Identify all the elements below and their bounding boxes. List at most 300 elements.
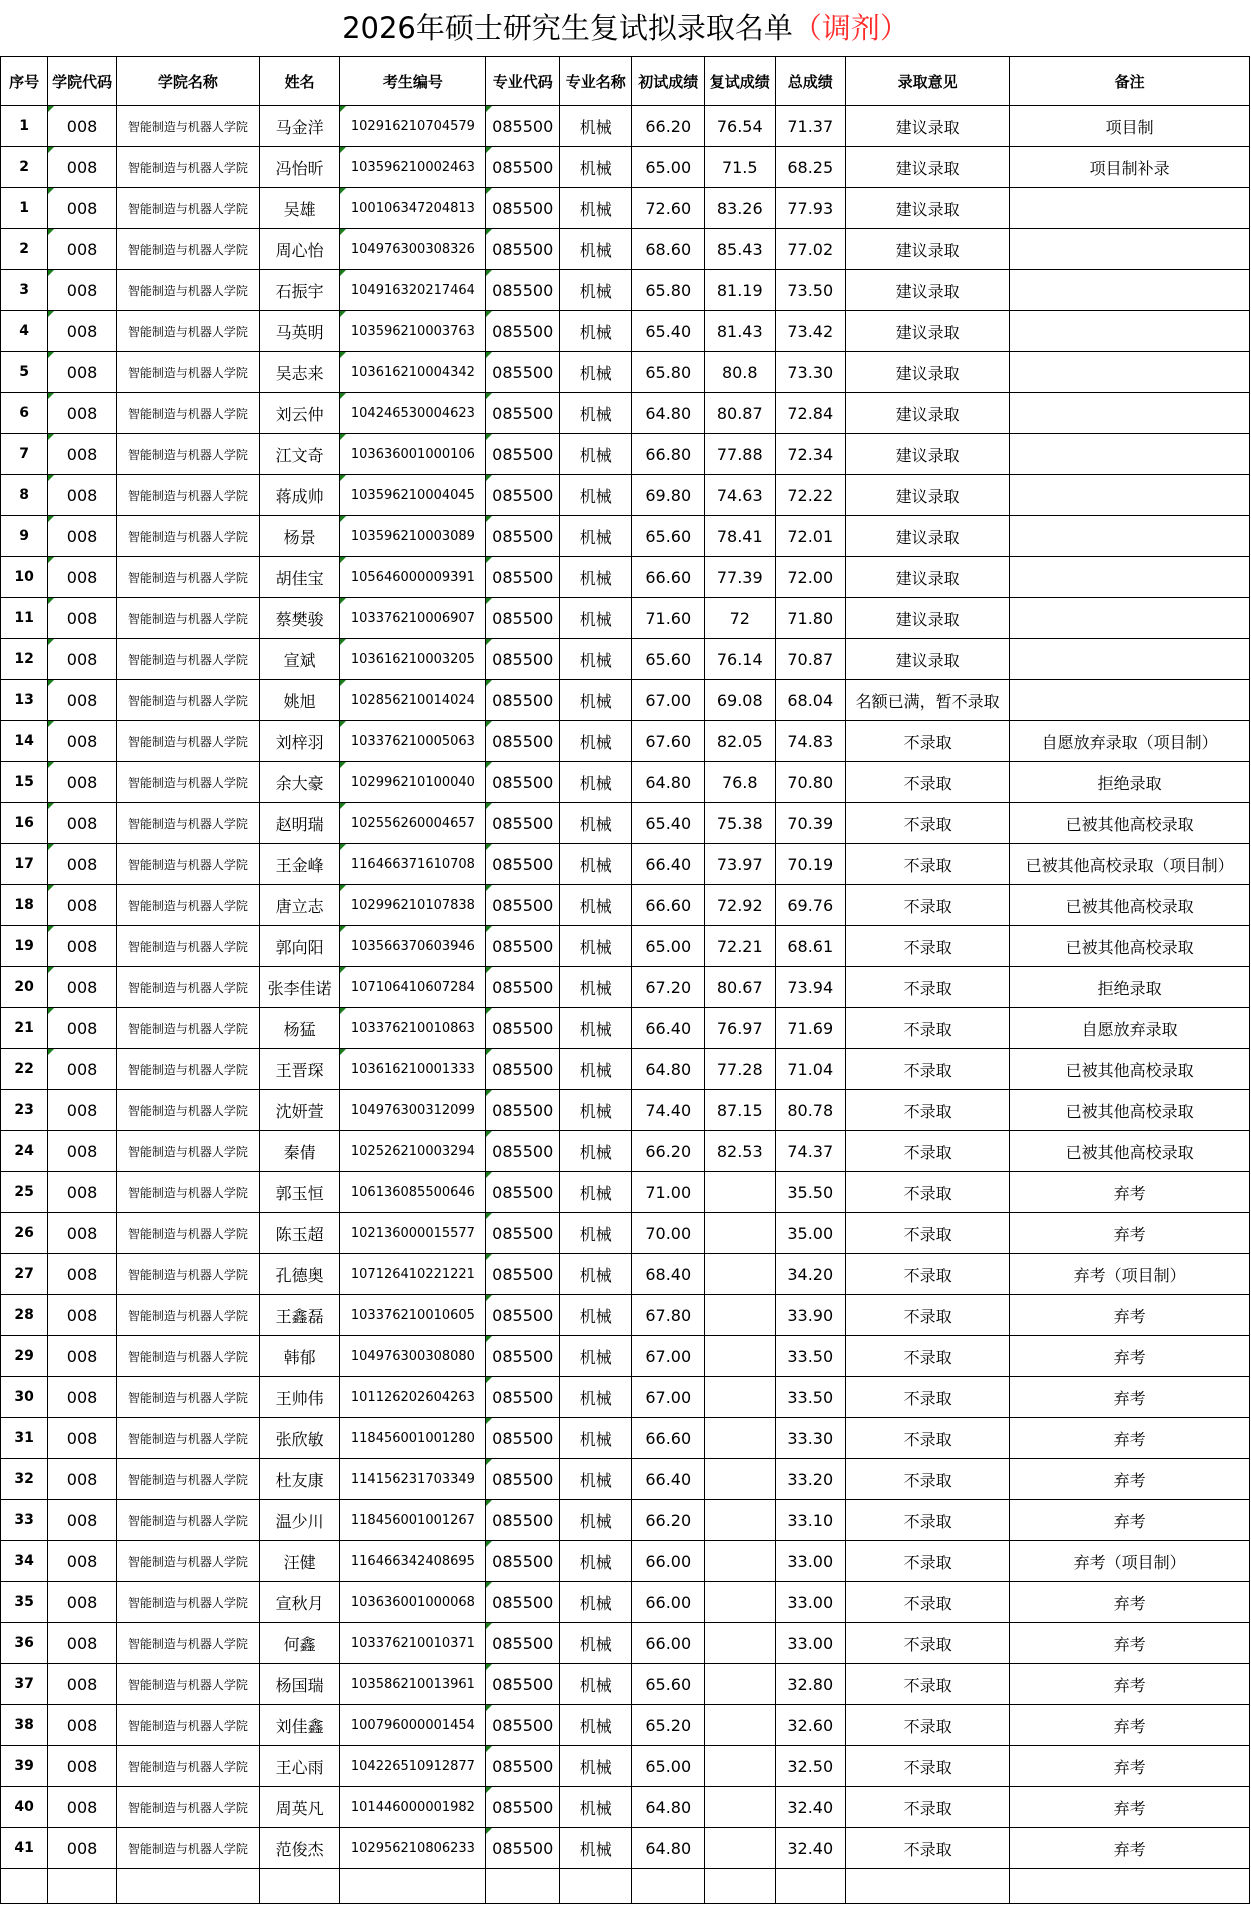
cell-retest-score: 72 xyxy=(705,598,776,639)
cell-decision: 不录取 xyxy=(846,885,1010,926)
cell-exam-id: 103616210001333 xyxy=(340,1049,486,1090)
cell-total-score: 33.30 xyxy=(775,1418,846,1459)
cell-decision: 不录取 xyxy=(846,967,1010,1008)
cell-retest-score: 71.5 xyxy=(705,147,776,188)
cell-major-code: 085500 xyxy=(486,1582,560,1623)
table-row xyxy=(1,434,1250,475)
cell-school-code: 008 xyxy=(48,1746,116,1787)
cell-exam-id: 102956210806233 xyxy=(340,1828,486,1869)
cell-name: 胡佳宝 xyxy=(259,557,340,598)
cell-seq: 20 xyxy=(1,967,48,1008)
table-row xyxy=(1,516,1250,557)
cell-retest-score: 77.88 xyxy=(705,434,776,475)
cell-decision: 不录取 xyxy=(846,1459,1010,1500)
cell-retest-score xyxy=(705,1336,776,1377)
cell-decision: 不录取 xyxy=(846,1377,1010,1418)
cell-major-name: 机械 xyxy=(559,1295,632,1336)
cell-remark xyxy=(1010,557,1250,598)
cell-total-score: 32.50 xyxy=(775,1746,846,1787)
cell-total-score: 72.22 xyxy=(775,475,846,516)
cell-school-name: 智能制造与机器人学院 xyxy=(116,1828,259,1869)
cell-initial-score: 66.40 xyxy=(632,844,705,885)
cell-name: 沈妍萱 xyxy=(259,1090,340,1131)
header-cell: 备注 xyxy=(1010,57,1250,106)
cell-exam-id: 118456001001280 xyxy=(340,1418,486,1459)
cell-school-name: 智能制造与机器人学院 xyxy=(116,1705,259,1746)
cell-remark: 弃考 xyxy=(1010,1295,1250,1336)
table-row xyxy=(1,803,1250,844)
cell-seq: 22 xyxy=(1,1049,48,1090)
cell-decision: 不录取 xyxy=(846,1828,1010,1869)
cell-school-code: 008 xyxy=(48,1172,116,1213)
table-row xyxy=(1,1295,1250,1336)
table-row xyxy=(1,1582,1250,1623)
cell-major-code: 085500 xyxy=(486,1336,560,1377)
cell-major-name: 机械 xyxy=(559,1787,632,1828)
cell-decision: 建议录取 xyxy=(846,393,1010,434)
cell-retest-score: 76.97 xyxy=(705,1008,776,1049)
cell-decision: 不录取 xyxy=(846,1500,1010,1541)
cell-school-name: 智能制造与机器人学院 xyxy=(116,352,259,393)
cell-name: 马英明 xyxy=(259,311,340,352)
cell-school-code: 008 xyxy=(48,1049,116,1090)
cell-total-score: 74.37 xyxy=(775,1131,846,1172)
cell-school-name: 智能制造与机器人学院 xyxy=(116,557,259,598)
table-row xyxy=(1,1131,1250,1172)
cell-seq: 30 xyxy=(1,1377,48,1418)
cell-remark: 已被其他高校录取（项目制） xyxy=(1010,844,1250,885)
cell-decision: 建议录取 xyxy=(846,598,1010,639)
table-row xyxy=(1,1541,1250,1582)
cell-school-code: 008 xyxy=(48,680,116,721)
cell-major-code: 085500 xyxy=(486,1008,560,1049)
cell-total-score: 72.00 xyxy=(775,557,846,598)
cell-initial-score: 66.40 xyxy=(632,1008,705,1049)
cell-retest-score: 72.21 xyxy=(705,926,776,967)
cell-total-score: 70.39 xyxy=(775,803,846,844)
cell-school-code: 008 xyxy=(48,1254,116,1295)
cell-total-score: 70.19 xyxy=(775,844,846,885)
cell-initial-score: 65.00 xyxy=(632,147,705,188)
cell-total-score: 68.04 xyxy=(775,680,846,721)
cell-name: 刘梓羽 xyxy=(259,721,340,762)
cell-total-score: 80.78 xyxy=(775,1090,846,1131)
cell-name: 周心怡 xyxy=(259,229,340,270)
cell-decision: 建议录取 xyxy=(846,229,1010,270)
cell-decision: 不录取 xyxy=(846,1418,1010,1459)
cell-school-code: 008 xyxy=(48,1828,116,1869)
cell-major-code: 085500 xyxy=(486,762,560,803)
cell-seq: 2 xyxy=(1,147,48,188)
cell-decision: 不录取 xyxy=(846,1787,1010,1828)
cell-name: 温少川 xyxy=(259,1500,340,1541)
cell-initial-score: 64.80 xyxy=(632,762,705,803)
table-row xyxy=(1,639,1250,680)
cell-total-score: 71.04 xyxy=(775,1049,846,1090)
cell-major-name: 机械 xyxy=(559,1213,632,1254)
cell-remark: 弃考（项目制） xyxy=(1010,1541,1250,1582)
cell-major-name: 机械 xyxy=(559,844,632,885)
cell-major-code: 085500 xyxy=(486,1049,560,1090)
cell-total-score: 33.90 xyxy=(775,1295,846,1336)
cell-seq: 6 xyxy=(1,393,48,434)
cell-school-name: 智能制造与机器人学院 xyxy=(116,1746,259,1787)
cell-retest-score xyxy=(705,1459,776,1500)
cell-name: 宣秋月 xyxy=(259,1582,340,1623)
cell-exam-id: 116466342408695 xyxy=(340,1541,486,1582)
cell-seq: 32 xyxy=(1,1459,48,1500)
cell-major-code: 085500 xyxy=(486,475,560,516)
cell-exam-id: 114156231703349 xyxy=(340,1459,486,1500)
empty-cell xyxy=(340,1869,486,1904)
cell-initial-score: 65.80 xyxy=(632,352,705,393)
cell-exam-id: 103376210010863 xyxy=(340,1008,486,1049)
cell-major-name: 机械 xyxy=(559,1008,632,1049)
cell-school-name: 智能制造与机器人学院 xyxy=(116,1418,259,1459)
cell-school-name: 智能制造与机器人学院 xyxy=(116,1623,259,1664)
cell-name: 郭玉恒 xyxy=(259,1172,340,1213)
cell-initial-score: 66.80 xyxy=(632,434,705,475)
cell-initial-score: 66.00 xyxy=(632,1623,705,1664)
cell-school-code: 008 xyxy=(48,1090,116,1131)
cell-major-name: 机械 xyxy=(559,803,632,844)
header-row xyxy=(1,57,1250,106)
header-cell: 录取意见 xyxy=(846,57,1010,106)
cell-exam-id: 102136000015577 xyxy=(340,1213,486,1254)
cell-major-code: 085500 xyxy=(486,680,560,721)
cell-school-code: 008 xyxy=(48,147,116,188)
cell-remark: 弃考 xyxy=(1010,1828,1250,1869)
cell-retest-score: 72.92 xyxy=(705,885,776,926)
cell-exam-id: 103596210003089 xyxy=(340,516,486,557)
cell-name: 冯怡昕 xyxy=(259,147,340,188)
cell-school-code: 008 xyxy=(48,1213,116,1254)
cell-decision: 建议录取 xyxy=(846,311,1010,352)
table-row xyxy=(1,1090,1250,1131)
cell-retest-score: 74.63 xyxy=(705,475,776,516)
cell-school-code: 008 xyxy=(48,188,116,229)
cell-school-name: 智能制造与机器人学院 xyxy=(116,721,259,762)
cell-remark xyxy=(1010,393,1250,434)
cell-decision: 建议录取 xyxy=(846,106,1010,147)
table-row xyxy=(1,1418,1250,1459)
cell-seq: 17 xyxy=(1,844,48,885)
cell-total-score: 32.40 xyxy=(775,1787,846,1828)
cell-remark xyxy=(1010,680,1250,721)
table-row xyxy=(1,1664,1250,1705)
cell-name: 王帅伟 xyxy=(259,1377,340,1418)
cell-major-name: 机械 xyxy=(559,762,632,803)
cell-name: 陈玉超 xyxy=(259,1213,340,1254)
cell-remark: 弃考 xyxy=(1010,1172,1250,1213)
cell-major-name: 机械 xyxy=(559,1254,632,1295)
cell-remark xyxy=(1010,516,1250,557)
cell-school-code: 008 xyxy=(48,516,116,557)
cell-seq: 1 xyxy=(1,188,48,229)
empty-cell xyxy=(846,1869,1010,1904)
cell-decision: 不录取 xyxy=(846,1705,1010,1746)
cell-exam-id: 104976300308080 xyxy=(340,1336,486,1377)
cell-major-code: 085500 xyxy=(486,1459,560,1500)
cell-seq: 19 xyxy=(1,926,48,967)
cell-remark: 弃考 xyxy=(1010,1336,1250,1377)
cell-remark: 弃考 xyxy=(1010,1418,1250,1459)
cell-school-code: 008 xyxy=(48,352,116,393)
cell-decision: 不录取 xyxy=(846,1746,1010,1787)
cell-name: 张李佳诺 xyxy=(259,967,340,1008)
cell-decision: 不录取 xyxy=(846,721,1010,762)
cell-school-name: 智能制造与机器人学院 xyxy=(116,1459,259,1500)
cell-decision: 不录取 xyxy=(846,1664,1010,1705)
cell-school-name: 智能制造与机器人学院 xyxy=(116,1008,259,1049)
cell-remark xyxy=(1010,434,1250,475)
cell-name: 王晋琛 xyxy=(259,1049,340,1090)
cell-total-score: 32.60 xyxy=(775,1705,846,1746)
cell-major-name: 机械 xyxy=(559,270,632,311)
cell-seq: 35 xyxy=(1,1582,48,1623)
cell-school-code: 008 xyxy=(48,721,116,762)
cell-initial-score: 67.00 xyxy=(632,1377,705,1418)
cell-name: 刘佳鑫 xyxy=(259,1705,340,1746)
cell-exam-id: 104226510912877 xyxy=(340,1746,486,1787)
cell-major-name: 机械 xyxy=(559,680,632,721)
cell-school-name: 智能制造与机器人学院 xyxy=(116,844,259,885)
cell-retest-score xyxy=(705,1418,776,1459)
cell-remark xyxy=(1010,270,1250,311)
cell-school-name: 智能制造与机器人学院 xyxy=(116,1131,259,1172)
table-row xyxy=(1,1213,1250,1254)
page-title xyxy=(0,0,1251,56)
table-body xyxy=(1,106,1250,1904)
cell-retest-score: 76.14 xyxy=(705,639,776,680)
cell-seq: 16 xyxy=(1,803,48,844)
cell-retest-score: 80.8 xyxy=(705,352,776,393)
cell-school-code: 008 xyxy=(48,557,116,598)
cell-remark: 弃考 xyxy=(1010,1377,1250,1418)
cell-initial-score: 66.20 xyxy=(632,1131,705,1172)
cell-retest-score: 77.28 xyxy=(705,1049,776,1090)
cell-name: 唐立志 xyxy=(259,885,340,926)
table-row xyxy=(1,229,1250,270)
cell-name: 王鑫磊 xyxy=(259,1295,340,1336)
cell-seq: 39 xyxy=(1,1746,48,1787)
cell-decision: 不录取 xyxy=(846,1172,1010,1213)
cell-initial-score: 66.60 xyxy=(632,557,705,598)
cell-initial-score: 64.80 xyxy=(632,1787,705,1828)
cell-retest-score: 77.39 xyxy=(705,557,776,598)
cell-school-name: 智能制造与机器人学院 xyxy=(116,1500,259,1541)
cell-decision: 建议录取 xyxy=(846,475,1010,516)
header-cell: 考生编号 xyxy=(340,57,486,106)
cell-total-score: 33.00 xyxy=(775,1582,846,1623)
cell-seq: 14 xyxy=(1,721,48,762)
cell-name: 宣斌 xyxy=(259,639,340,680)
cell-retest-score xyxy=(705,1295,776,1336)
cell-decision: 建议录取 xyxy=(846,352,1010,393)
cell-major-code: 085500 xyxy=(486,393,560,434)
cell-initial-score: 68.40 xyxy=(632,1254,705,1295)
cell-major-code: 085500 xyxy=(486,1377,560,1418)
cell-decision: 建议录取 xyxy=(846,188,1010,229)
cell-exam-id: 102996210107838 xyxy=(340,885,486,926)
cell-decision: 名额已满，暂不录取 xyxy=(846,680,1010,721)
cell-total-score: 33.20 xyxy=(775,1459,846,1500)
cell-school-name: 智能制造与机器人学院 xyxy=(116,926,259,967)
cell-initial-score: 65.00 xyxy=(632,1746,705,1787)
cell-major-code: 085500 xyxy=(486,885,560,926)
header-cell: 总成绩 xyxy=(775,57,846,106)
cell-school-name: 智能制造与机器人学院 xyxy=(116,1172,259,1213)
cell-school-name: 智能制造与机器人学院 xyxy=(116,680,259,721)
cell-decision: 不录取 xyxy=(846,1541,1010,1582)
cell-initial-score: 65.20 xyxy=(632,1705,705,1746)
header-cell: 复试成绩 xyxy=(705,57,776,106)
cell-total-score: 33.00 xyxy=(775,1541,846,1582)
cell-decision: 不录取 xyxy=(846,1049,1010,1090)
cell-major-code: 085500 xyxy=(486,1828,560,1869)
cell-retest-score xyxy=(705,1377,776,1418)
empty-cell xyxy=(1,1869,48,1904)
cell-remark: 已被其他高校录取 xyxy=(1010,1049,1250,1090)
cell-seq: 36 xyxy=(1,1623,48,1664)
table-row xyxy=(1,147,1250,188)
cell-major-name: 机械 xyxy=(559,1090,632,1131)
cell-school-name: 智能制造与机器人学院 xyxy=(116,229,259,270)
cell-total-score: 72.84 xyxy=(775,393,846,434)
cell-name: 蔡樊骏 xyxy=(259,598,340,639)
empty-cell xyxy=(705,1869,776,1904)
cell-retest-score xyxy=(705,1787,776,1828)
cell-school-code: 008 xyxy=(48,1377,116,1418)
cell-total-score: 73.30 xyxy=(775,352,846,393)
cell-major-name: 机械 xyxy=(559,106,632,147)
cell-decision: 建议录取 xyxy=(846,639,1010,680)
cell-initial-score: 65.80 xyxy=(632,270,705,311)
cell-major-name: 机械 xyxy=(559,434,632,475)
cell-seq: 8 xyxy=(1,475,48,516)
cell-name: 余大豪 xyxy=(259,762,340,803)
cell-school-name: 智能制造与机器人学院 xyxy=(116,270,259,311)
cell-initial-score: 64.80 xyxy=(632,1828,705,1869)
cell-total-score: 33.50 xyxy=(775,1336,846,1377)
blank-row xyxy=(1,1869,1250,1904)
cell-school-code: 008 xyxy=(48,1705,116,1746)
cell-decision: 建议录取 xyxy=(846,434,1010,475)
cell-initial-score: 67.00 xyxy=(632,1336,705,1377)
cell-total-score: 74.83 xyxy=(775,721,846,762)
cell-retest-score xyxy=(705,1172,776,1213)
cell-decision: 建议录取 xyxy=(846,270,1010,311)
cell-seq: 25 xyxy=(1,1172,48,1213)
cell-school-code: 008 xyxy=(48,475,116,516)
cell-decision: 不录取 xyxy=(846,1336,1010,1377)
cell-major-code: 085500 xyxy=(486,557,560,598)
cell-total-score: 70.80 xyxy=(775,762,846,803)
cell-initial-score: 64.80 xyxy=(632,1049,705,1090)
cell-major-name: 机械 xyxy=(559,1623,632,1664)
cell-decision: 不录取 xyxy=(846,803,1010,844)
cell-total-score: 35.50 xyxy=(775,1172,846,1213)
cell-name: 郭向阳 xyxy=(259,926,340,967)
table-row xyxy=(1,557,1250,598)
cell-remark: 已被其他高校录取 xyxy=(1010,1090,1250,1131)
cell-name: 秦倩 xyxy=(259,1131,340,1172)
cell-major-code: 085500 xyxy=(486,106,560,147)
cell-major-code: 085500 xyxy=(486,1090,560,1131)
cell-major-code: 085500 xyxy=(486,598,560,639)
cell-exam-id: 103376210005063 xyxy=(340,721,486,762)
cell-name: 杨国瑞 xyxy=(259,1664,340,1705)
cell-name: 江文奇 xyxy=(259,434,340,475)
cell-major-name: 机械 xyxy=(559,1459,632,1500)
cell-exam-id: 102856210014024 xyxy=(340,680,486,721)
cell-school-name: 智能制造与机器人学院 xyxy=(116,1664,259,1705)
cell-initial-score: 66.00 xyxy=(632,1582,705,1623)
cell-decision: 不录取 xyxy=(846,844,1010,885)
table-row xyxy=(1,1172,1250,1213)
table-row xyxy=(1,1787,1250,1828)
cell-name: 汪健 xyxy=(259,1541,340,1582)
cell-name: 刘云仲 xyxy=(259,393,340,434)
cell-retest-score: 80.67 xyxy=(705,967,776,1008)
cell-school-name: 智能制造与机器人学院 xyxy=(116,1541,259,1582)
cell-seq: 9 xyxy=(1,516,48,557)
table-row xyxy=(1,598,1250,639)
cell-initial-score: 67.80 xyxy=(632,1295,705,1336)
cell-school-code: 008 xyxy=(48,1787,116,1828)
cell-school-code: 008 xyxy=(48,393,116,434)
cell-retest-score: 82.05 xyxy=(705,721,776,762)
cell-major-name: 机械 xyxy=(559,1705,632,1746)
cell-school-code: 008 xyxy=(48,1623,116,1664)
cell-major-code: 085500 xyxy=(486,147,560,188)
cell-total-score: 68.61 xyxy=(775,926,846,967)
cell-school-code: 008 xyxy=(48,639,116,680)
cell-exam-id: 104246530004623 xyxy=(340,393,486,434)
cell-major-code: 085500 xyxy=(486,434,560,475)
cell-school-name: 智能制造与机器人学院 xyxy=(116,1377,259,1418)
cell-retest-score: 76.54 xyxy=(705,106,776,147)
cell-major-code: 085500 xyxy=(486,803,560,844)
cell-exam-id: 105646000009391 xyxy=(340,557,486,598)
table-row xyxy=(1,1500,1250,1541)
cell-major-code: 085500 xyxy=(486,844,560,885)
cell-school-name: 智能制造与机器人学院 xyxy=(116,598,259,639)
cell-total-score: 71.80 xyxy=(775,598,846,639)
cell-school-code: 008 xyxy=(48,311,116,352)
cell-seq: 5 xyxy=(1,352,48,393)
cell-remark: 弃考 xyxy=(1010,1623,1250,1664)
cell-total-score: 34.20 xyxy=(775,1254,846,1295)
cell-exam-id: 103616210003205 xyxy=(340,639,486,680)
cell-remark xyxy=(1010,229,1250,270)
cell-school-code: 008 xyxy=(48,1131,116,1172)
cell-remark: 已被其他高校录取 xyxy=(1010,885,1250,926)
cell-seq: 41 xyxy=(1,1828,48,1869)
cell-seq: 10 xyxy=(1,557,48,598)
cell-exam-id: 103586210013961 xyxy=(340,1664,486,1705)
cell-initial-score: 74.40 xyxy=(632,1090,705,1131)
cell-name: 周英凡 xyxy=(259,1787,340,1828)
cell-name: 韩郁 xyxy=(259,1336,340,1377)
cell-decision: 不录取 xyxy=(846,1008,1010,1049)
cell-exam-id: 104916320217464 xyxy=(340,270,486,311)
table-row xyxy=(1,967,1250,1008)
cell-school-code: 008 xyxy=(48,1008,116,1049)
cell-seq: 28 xyxy=(1,1295,48,1336)
cell-exam-id: 103636001000068 xyxy=(340,1582,486,1623)
cell-initial-score: 66.20 xyxy=(632,106,705,147)
